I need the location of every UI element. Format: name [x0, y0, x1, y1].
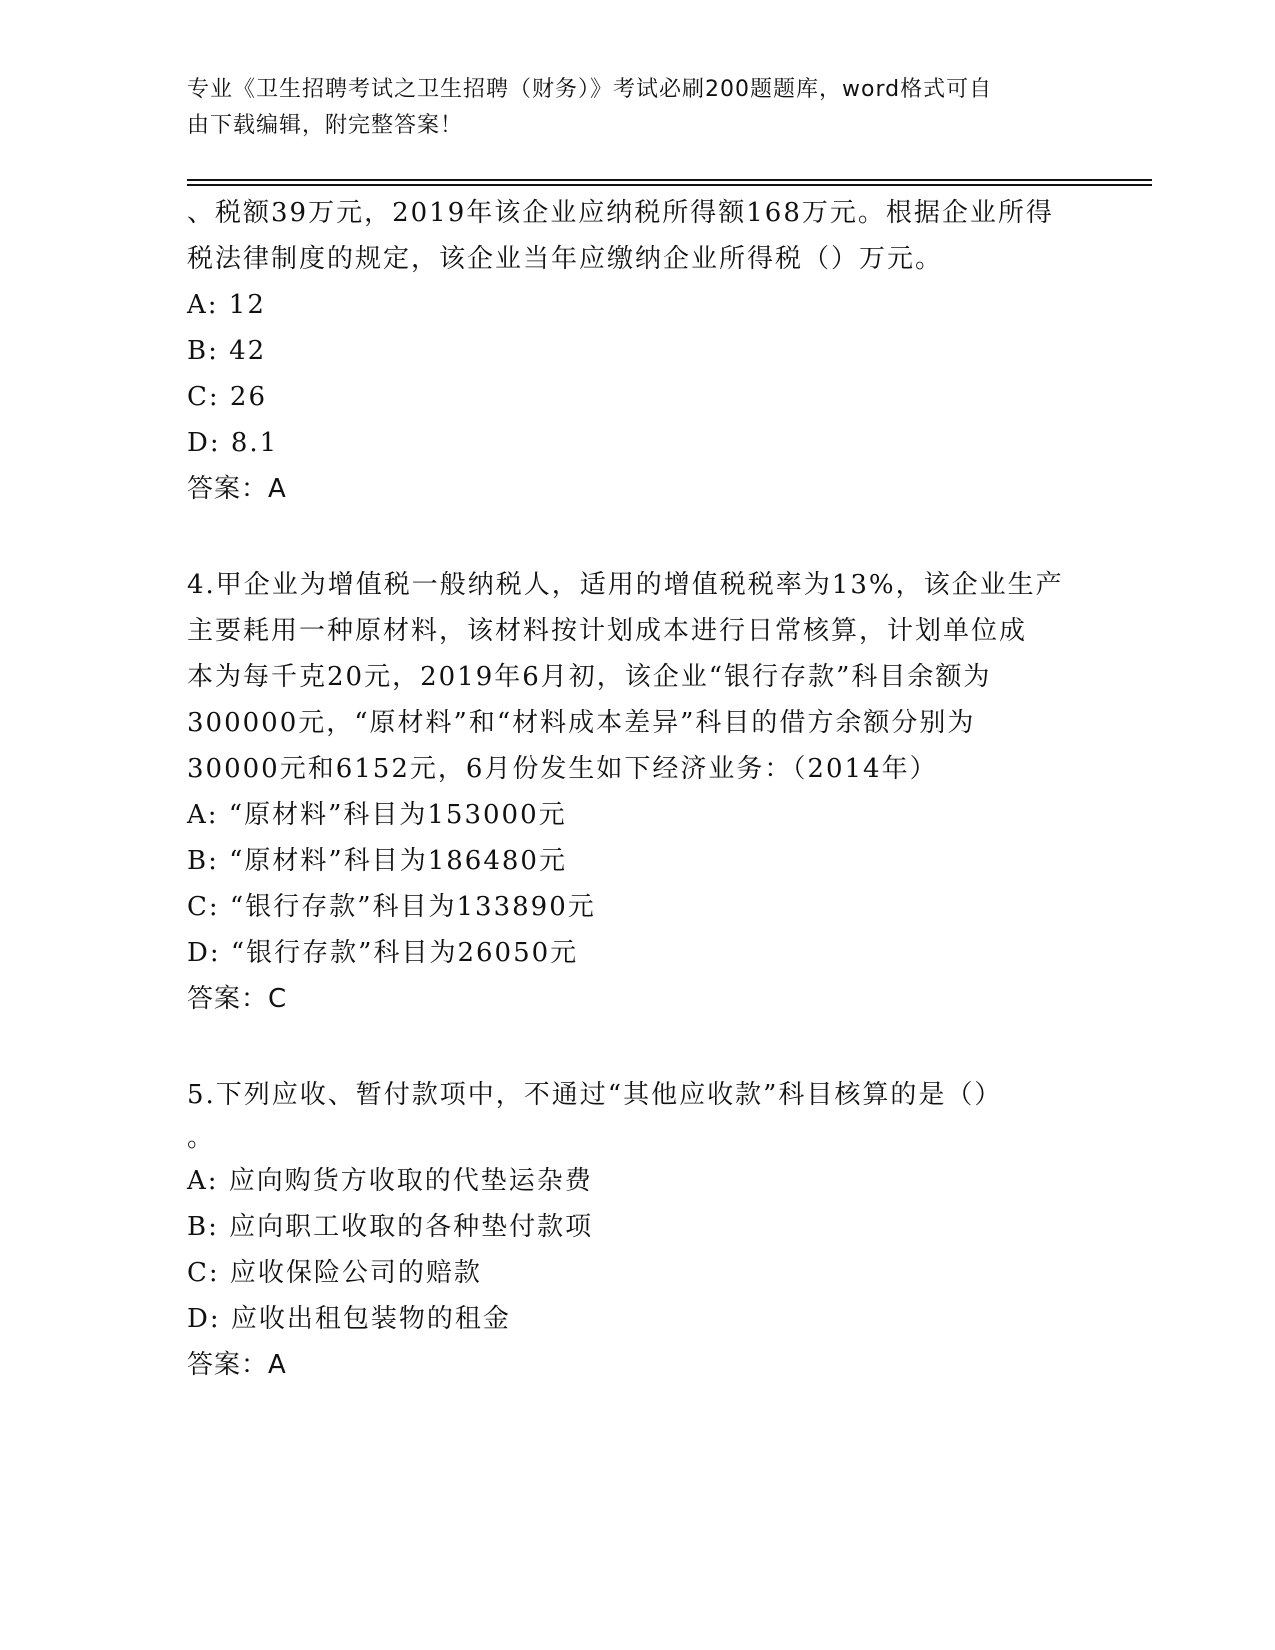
header-divider-bottom [187, 184, 1152, 186]
question-text-line: 本为每千克20元，2019年6月初，该企业“银行存款”科目余额为 [187, 662, 992, 692]
option-b: B: “原材料”科目为186480元 [187, 846, 567, 876]
question-text-line: 300000元，“原材料”和“材料成本差异”科目的借方余额分别为 [187, 708, 976, 738]
option-a: A: 12 [187, 290, 266, 320]
question-text-line: 30000元和6152元，6月份发生如下经济业务：（2014年） [187, 754, 938, 784]
answer-line: 答案：A [187, 1350, 287, 1380]
header-line-1: 专业《卫生招聘考试之卫生招聘（财务）》考试必刷200题题库，word格式可自 [187, 77, 993, 102]
question-text-line: 4.甲企业为增值税一般纳税人，适用的增值税税率为13%，该企业生产 [187, 570, 1064, 600]
question-text-line: 、税额39万元，2019年该企业应纳税所得额168万元。根据企业所得 [187, 198, 1054, 228]
header-line-2: 由下载编辑，附完整答案！ [187, 113, 464, 138]
option-b: B: 应向职工收取的各种垫付款项 [187, 1212, 594, 1242]
question-5 [187, 1072, 1087, 1388]
option-a: A: “原材料”科目为153000元 [187, 800, 567, 830]
option-b: B: 42 [187, 336, 267, 366]
option-a: A: 应向购货方收取的代垫运杂费 [187, 1166, 593, 1196]
answer-line: 答案：A [187, 474, 287, 504]
question-text-line: 。 [187, 1123, 216, 1153]
document-header [187, 72, 1087, 144]
document-body [187, 190, 1087, 1388]
question-text-line: 主要耗用一种原材料，该材料按计划成本进行日常核算，计划单位成 [187, 616, 1028, 646]
question-3 [187, 190, 1087, 512]
question-text-line: 税法律制度的规定，该企业当年应缴纳企业所得税（）万元。 [187, 244, 944, 274]
option-c: C: 26 [187, 382, 268, 412]
question-4 [187, 562, 1087, 1022]
option-c: C: 应收保险公司的赔款 [187, 1258, 482, 1288]
header-divider-top [187, 179, 1152, 181]
option-d: D: “银行存款”科目为26050元 [187, 938, 579, 968]
option-c: C: “银行存款”科目为133890元 [187, 892, 596, 922]
answer-line: 答案：C [187, 984, 288, 1014]
option-d: D: 应收出租包装物的租金 [187, 1304, 511, 1334]
option-d: D: 8.1 [187, 428, 279, 458]
question-text-line: 5.下列应收、暂付款项中，不通过“其他应收款”科目核算的是（） [187, 1080, 1003, 1110]
